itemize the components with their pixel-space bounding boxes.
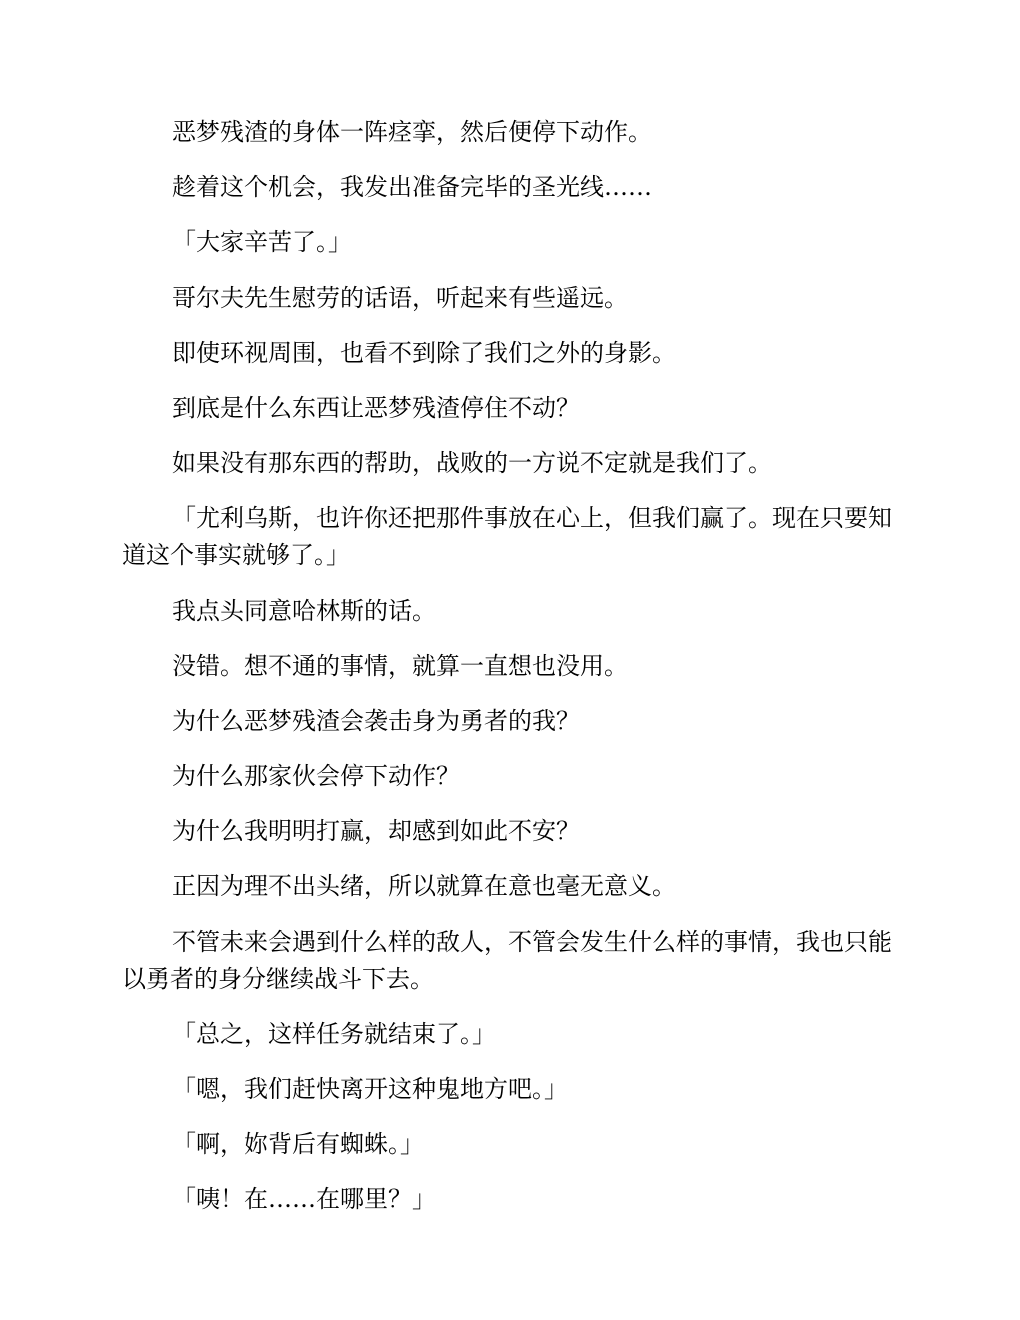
paragraph: 没错。想不通的事情，就算一直想也没用。 bbox=[172, 651, 628, 680]
paragraph: 哥尔夫先生慰劳的话语，听起来有些遥远。 bbox=[172, 283, 628, 312]
paragraph: 不管未来会遇到什么样的敌人，不管会发生什么样的事情，我也只能以勇者的身分继续战斗下去。 bbox=[122, 927, 892, 993]
paragraph: 「咦！在……在哪里？」 bbox=[172, 1185, 436, 1214]
document-page bbox=[122, 114, 900, 1218]
paragraph: 「总之，这样任务就结束了。」 bbox=[172, 1019, 496, 1048]
paragraph: 趁着这个机会，我发出准备完毕的圣光线…… bbox=[172, 173, 652, 202]
paragraph: 为什么那家伙会停下动作？ bbox=[172, 762, 460, 791]
paragraph: 为什么恶梦残渣会袭击身为勇者的我？ bbox=[172, 706, 580, 735]
paragraph: 我点头同意哈林斯的话。 bbox=[172, 596, 436, 625]
paragraph: 正因为理不出头绪，所以就算在意也毫无意义。 bbox=[172, 872, 676, 901]
paragraph: 「尤利乌斯，也许你还把那件事放在心上，但我们赢了。现在只要知道这个事实就够了。」 bbox=[122, 504, 892, 570]
paragraph: 为什么我明明打赢，却感到如此不安？ bbox=[172, 817, 580, 846]
paragraph: 即使环视周围，也看不到除了我们之外的身影。 bbox=[172, 338, 676, 367]
paragraph: 「嗯，我们赶快离开这种鬼地方吧。」 bbox=[172, 1075, 568, 1103]
paragraph: 到底是什么东西让恶梦残渣停住不动？ bbox=[172, 393, 580, 422]
paragraph: 「大家辛苦了。」 bbox=[172, 228, 352, 257]
paragraph: 「啊，妳背后有蜘蛛。」 bbox=[172, 1130, 424, 1159]
paragraph: 如果没有那东西的帮助，战败的一方说不定就是我们了。 bbox=[172, 449, 772, 478]
paragraph: 恶梦残渣的身体一阵痉挛，然后便停下动作。 bbox=[172, 118, 652, 146]
